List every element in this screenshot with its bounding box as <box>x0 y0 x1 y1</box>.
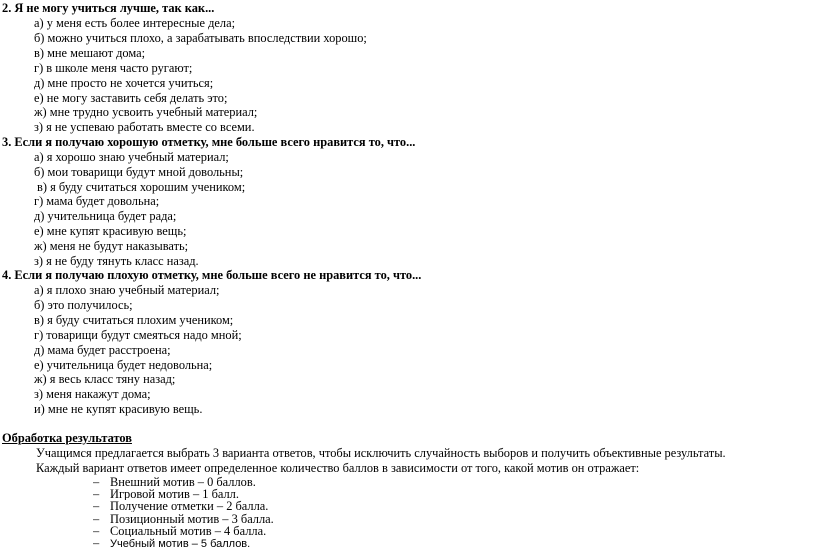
q4-option-i: и) мне не купят красивую вещь. <box>34 402 203 416</box>
motive-list-item <box>93 537 250 549</box>
question-3-title: 3. Если я получаю хорошую отметку, мне больше всего нравится то, что... <box>2 135 416 149</box>
q4-option-b: б) это получилось; <box>34 298 133 312</box>
q4-option-h: з) меня накажут дома; <box>34 387 151 401</box>
results-section-title: Обработка результатов <box>2 431 132 445</box>
bullet-dash: – <box>93 512 100 525</box>
bullet-dash: – <box>93 537 100 549</box>
q3-option-a: а) я хорошо знаю учебный материал; <box>34 150 229 164</box>
q2-option-b: б) можно учиться плохо, а зарабатывать впоследствии хорошо; <box>34 31 367 45</box>
motive-list-item <box>93 525 266 537</box>
q4-option-f: е) учительница будет недовольна; <box>34 358 213 372</box>
q3-option-b: б) мои товарищи будут мной довольны; <box>34 165 244 179</box>
q3-option-g: ж) меня не будут наказывать; <box>34 239 189 253</box>
motive-list-item <box>93 500 268 512</box>
q3-option-e: д) учительница будет рада; <box>34 209 177 223</box>
q2-option-a: а) у меня есть более интересные дела; <box>34 16 236 30</box>
q4-option-c: в) я буду считаться плохим учеником; <box>34 313 234 327</box>
q4-option-d: г) товарищи будут смеяться надо мной; <box>34 328 242 342</box>
question-2-title: 2. Я не могу учиться лучше, так как... <box>2 1 215 15</box>
q3-option-h: з) я не буду тянуть класс назад. <box>34 254 199 268</box>
q3-option-d: г) мама будет довольна; <box>34 194 160 208</box>
q2-option-e: д) мне просто не хочется учиться; <box>34 76 214 90</box>
q2-option-f: е) не могу заставить себя делать это; <box>34 91 228 105</box>
results-paragraph-2: Каждый вариант ответов имеет определенное количество баллов в зависимости от того, какой мотив он отражает: <box>36 461 640 475</box>
motive-positional: Позиционный мотив – 3 балла. <box>110 512 274 525</box>
q2-option-g: ж) мне трудно усвоить учебный материал; <box>34 105 258 119</box>
q3-option-f: е) мне купят красивую вещь; <box>34 224 187 238</box>
motive-external: Внешний мотив – 0 баллов. <box>110 476 256 488</box>
bullet-dash: – <box>93 488 100 501</box>
q4-option-g: ж) я весь класс тяну назад; <box>34 372 176 386</box>
q2-option-h: з) я не успеваю работать вместе со всеми. <box>34 120 255 134</box>
bullet-dash: – <box>93 524 100 537</box>
q4-option-e: д) мама будет расстроена; <box>34 343 171 357</box>
question-4-title: 4. Если я получаю плохую отметку, мне больше всего не нравится то, что... <box>2 268 422 282</box>
motive-list-item <box>93 513 274 525</box>
results-paragraph-1: Учащимся предлагается выбрать 3 варианта ответов, чтобы исключить случайность выборов и получить объективные результаты. <box>36 446 726 460</box>
q4-option-a: а) я плохо знаю учебный материал; <box>34 283 220 297</box>
bullet-dash: – <box>93 500 100 513</box>
motive-list-item <box>93 488 239 500</box>
q2-option-d: г) в школе меня часто ругают; <box>34 61 193 75</box>
motive-learning: Учебный мотив – 5 баллов. <box>110 538 251 549</box>
motive-list-item <box>93 476 256 488</box>
q2-option-c: в) мне мешают дома; <box>34 46 146 60</box>
bullet-dash: – <box>93 476 100 488</box>
motive-grade: Получение отметки – 2 балла. <box>110 500 269 513</box>
motive-social: Социальный мотив – 4 балла. <box>110 524 267 537</box>
motive-game: Игровой мотив – 1 балл. <box>110 488 239 501</box>
q3-option-c: в) я буду считаться хорошим учеником; <box>37 180 246 194</box>
